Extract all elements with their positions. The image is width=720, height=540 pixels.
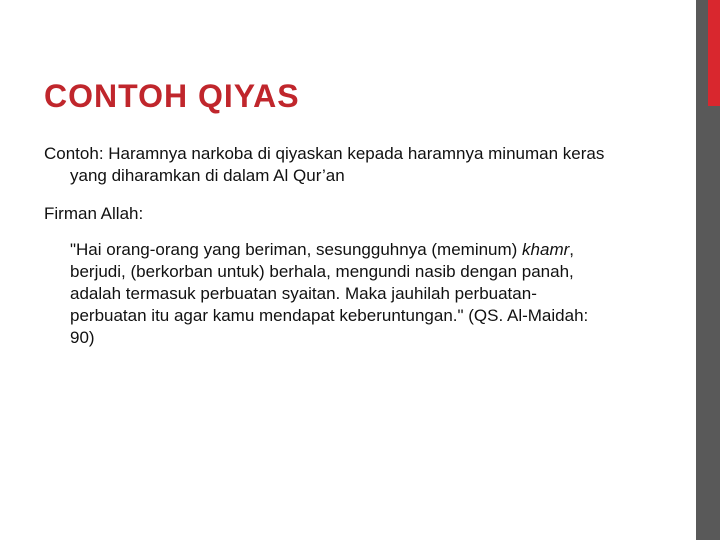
quote-italic-term: khamr — [522, 240, 570, 259]
quran-quote — [70, 239, 610, 349]
firman-label: Firman Allah: — [44, 204, 144, 223]
quote-remainder: , berjudi, (berkorban untuk) berhala, mengundi nasib dengan panah, adalah termasuk perbuatan syaitan. Maka jauhilah perbuatan-perbuatan itu agar kamu mendapat keberuntungan." (QS. Al-Maidah: 90) — [70, 240, 589, 347]
slide-body — [44, 143, 644, 349]
right-sidebar-accent — [708, 0, 720, 106]
example-paragraph: Contoh: Haramnya narkoba di qiyaskan kepada haramnya minuman keras yang diharamkan di dalam Al Qur’an — [44, 144, 605, 185]
slide-title: CONTOH QIYAS — [44, 78, 300, 114]
quote-opening: "Hai orang-orang yang beriman, sesungguhnya (meminum) — [70, 240, 523, 259]
